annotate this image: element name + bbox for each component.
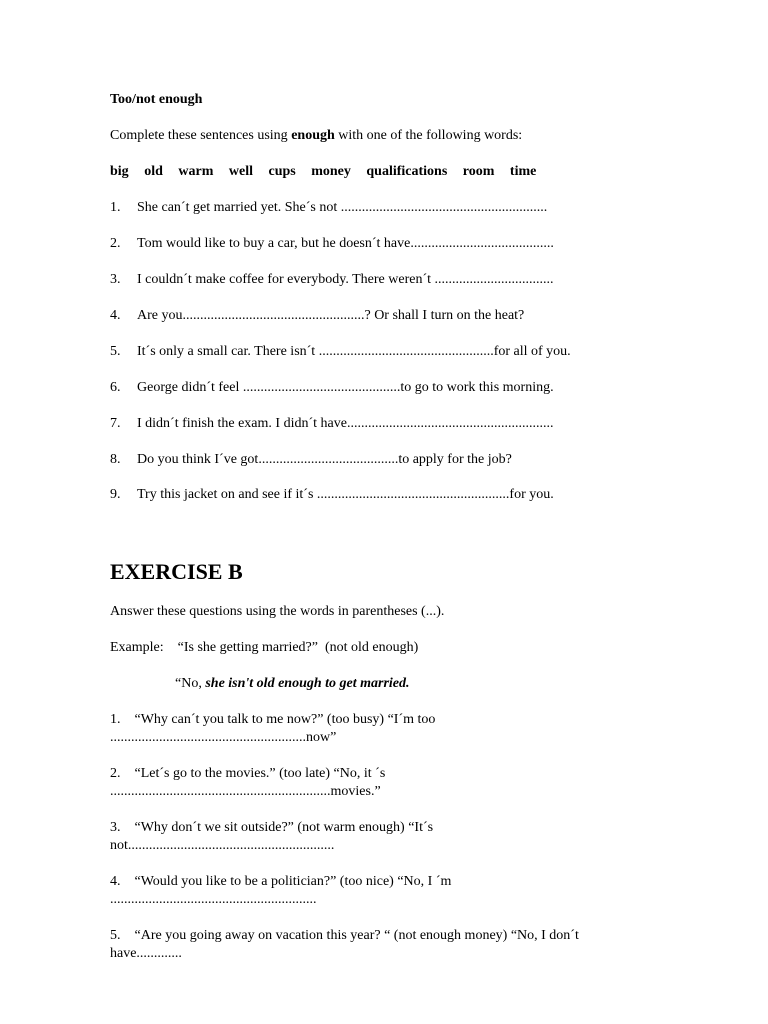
list-item: [110, 380, 554, 396]
item-number: 9.: [110, 487, 121, 502]
item-number: 7.: [110, 416, 121, 431]
word-bank-item: warm: [178, 164, 214, 179]
list-item: [110, 200, 547, 216]
list-item: [110, 236, 554, 252]
word-bank: [110, 164, 536, 180]
instructions-before: Complete these sentences using: [110, 128, 292, 143]
item-number: 4.: [110, 874, 121, 889]
example-answer-text: she isn't old enough to get married.: [205, 676, 410, 691]
item-text: Are you....................................................? Or shall I turn on the heat?: [137, 308, 525, 323]
list-item: [110, 927, 650, 963]
item-text: “Are you going away on vacation this year? “ (not enough money) “No, I don´t have.............: [110, 928, 579, 961]
item-text: Do you think I´ve got........................................to apply for the job?: [137, 452, 512, 467]
item-text: George didn´t feel .............................................to go to work this morning.: [137, 380, 554, 395]
item-number: 3.: [110, 272, 121, 287]
section-a-instructions: [110, 128, 522, 144]
word-bank-item: room: [462, 164, 495, 179]
item-number: 3.: [110, 820, 121, 835]
item-text: I couldn´t make coffee for everybody. There weren´t ..................................: [137, 272, 554, 287]
list-item: [110, 819, 490, 855]
item-text: “Why don´t we sit outside?” (not warm enough) “It´s not...........................................................: [110, 820, 434, 853]
item-text: She can´t get married yet. She´s not ...........................................................: [137, 200, 548, 215]
section-b-instructions: Answer these questions using the words in parentheses (...).: [110, 604, 445, 619]
word-bank-item: cups: [268, 164, 296, 179]
list-item: [110, 711, 490, 747]
word-bank-item: money: [311, 164, 351, 179]
list-item: [110, 416, 553, 432]
item-number: 8.: [110, 452, 121, 467]
item-text: It´s only a small car. There isn´t ..................................................for all of you.: [137, 344, 571, 359]
item-number: 4.: [110, 308, 121, 323]
list-item: [110, 272, 554, 288]
item-number: 2.: [110, 766, 121, 781]
item-text: I didn´t finish the exam. I didn´t have...........................................................: [137, 416, 554, 431]
list-item: [110, 873, 490, 909]
list-item: [110, 452, 512, 468]
item-text: Tom would like to buy a car, but he doesn´t have.........................................: [137, 236, 554, 251]
word-bank-item: time: [509, 164, 537, 179]
list-item: [110, 765, 490, 801]
word-bank-item: qualifications: [366, 164, 448, 179]
word-bank-item: old: [144, 164, 163, 179]
example-answer-prefix: “No,: [175, 676, 206, 691]
word-bank-item: well: [228, 164, 253, 179]
list-item: [110, 308, 524, 324]
item-number: 5.: [110, 344, 121, 359]
instructions-after: with one of the following words:: [334, 128, 523, 143]
list-item: [110, 344, 571, 360]
word-bank-item: big: [110, 164, 129, 179]
item-text: Try this jacket on and see if it´s .......................................................for you.: [137, 487, 554, 502]
list-item: [110, 487, 554, 503]
item-text: “Let´s go to the movies.” (too late) “No, it ´s ...............................................................movies.”: [110, 766, 386, 799]
section-b-title: EXERCISE B: [110, 559, 243, 584]
instructions-keyword: enough: [291, 128, 335, 143]
item-number: 1.: [110, 200, 121, 215]
item-number: 5.: [110, 928, 121, 943]
example-answer: [175, 676, 410, 692]
item-number: 1.: [110, 712, 121, 727]
section-a-title: Too/not enough: [110, 92, 203, 107]
item-number: 6.: [110, 380, 121, 395]
item-text: “Would you like to be a politician?” (too nice) “No, I ´m ...........................................................: [110, 874, 452, 907]
item-number: 2.: [110, 236, 121, 251]
example-question: Example: “Is she getting married?” (not old enough): [110, 640, 419, 655]
item-text: “Why can´t you talk to me now?” (too busy) “I´m too ........................................................now”: [110, 712, 436, 745]
